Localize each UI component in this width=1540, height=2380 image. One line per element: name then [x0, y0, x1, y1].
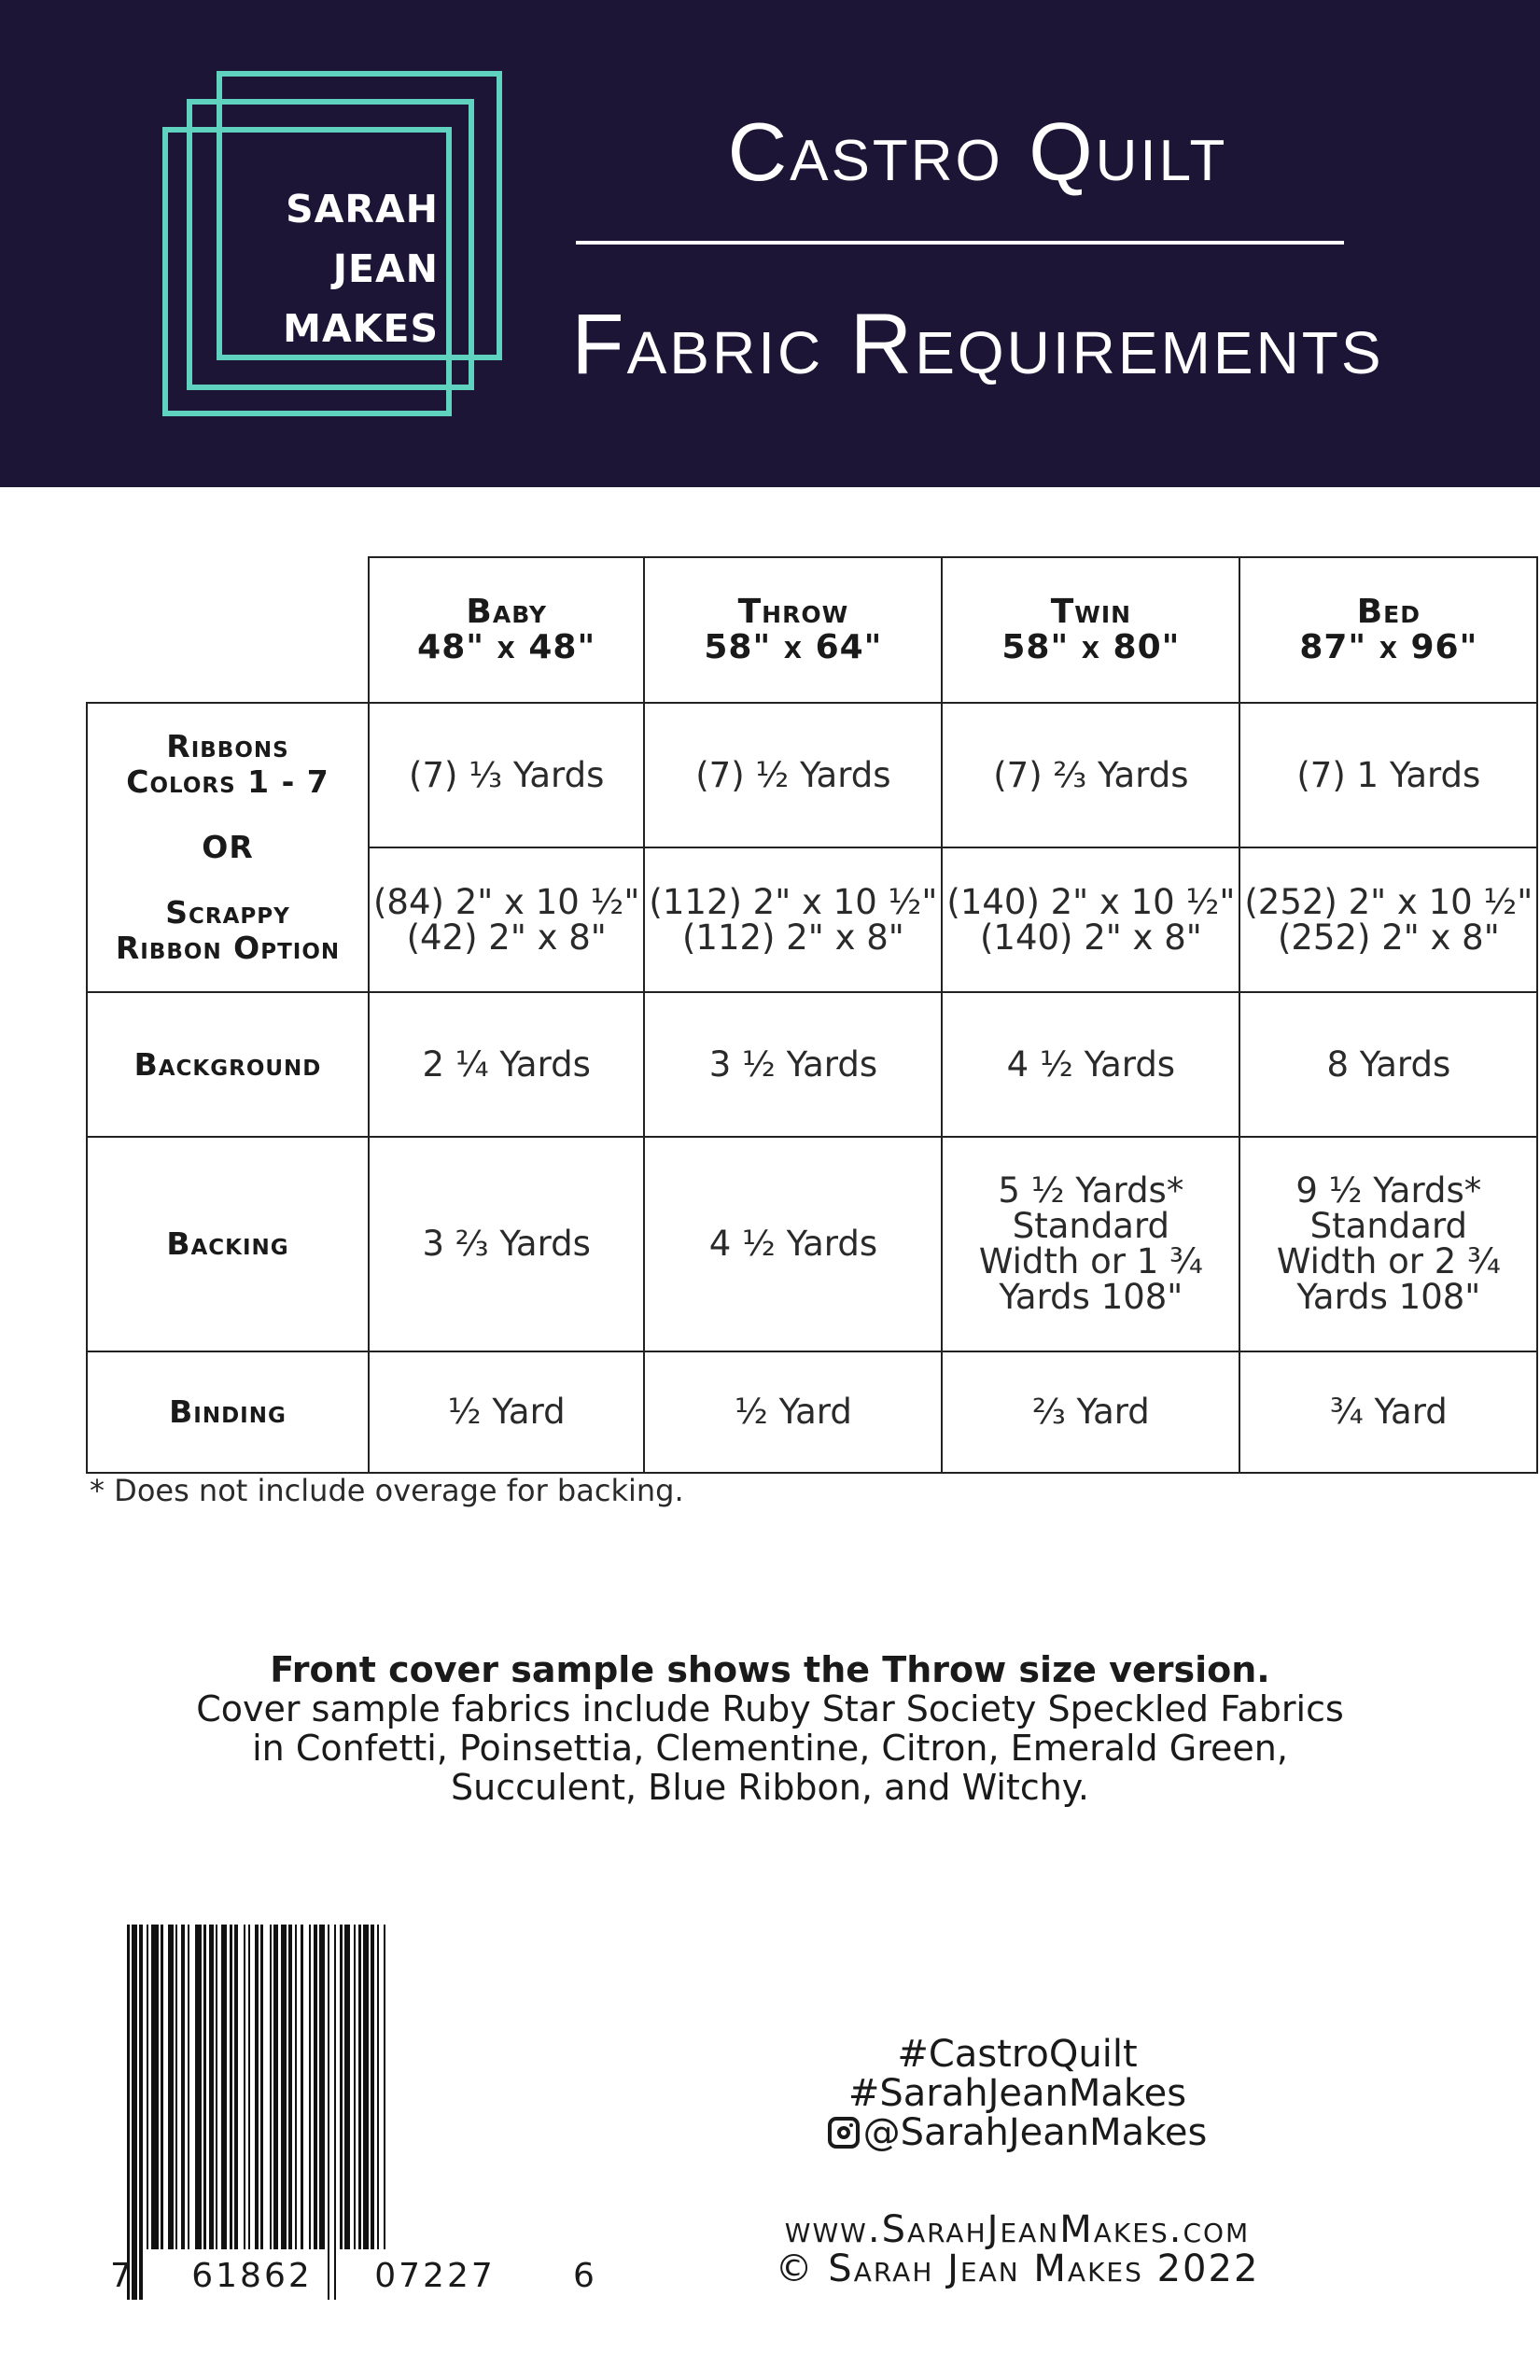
instagram-handle	[737, 2113, 1297, 2152]
cell-text: (84) 2" x 10 ½"	[373, 881, 640, 922]
table-cell	[644, 1351, 942, 1473]
row-header-background: Background	[87, 992, 369, 1137]
barcode-bar	[295, 1925, 297, 2249]
table-cell	[644, 703, 942, 847]
website-link[interactable]: www.SarahJeanMakes.com	[784, 2208, 1251, 2251]
barcode-graphic	[110, 1925, 597, 2317]
size-name: Baby	[466, 593, 547, 631]
barcode-bar	[230, 1925, 232, 2249]
barcode-bar	[195, 1925, 202, 2249]
table-cell	[1239, 1137, 1537, 1351]
cell-text: (140) 2" x 10 ½"	[946, 881, 1236, 922]
barcode-bar	[384, 1925, 385, 2249]
cell-text: (252) 2" x 8"	[1277, 917, 1500, 958]
cell-text: (7) 1 Yards	[1296, 754, 1481, 795]
column-header-baby	[369, 557, 644, 703]
barcode-bar	[340, 1925, 343, 2249]
cell-text: Width or 2 ¾	[1276, 1241, 1501, 1281]
cell-text: (112) 2" x 8"	[682, 917, 904, 958]
barcode-digit: 6	[573, 2257, 595, 2295]
barcode-digit-group: 07227	[374, 2257, 496, 2295]
table-row-backing	[87, 1137, 1537, 1351]
row-header-ribbons	[87, 703, 369, 992]
column-header-throw	[644, 557, 942, 703]
row-label-line: Scrappy	[165, 894, 290, 931]
table-corner	[87, 557, 369, 703]
barcode-bar	[234, 1925, 238, 2249]
cell-text: ½ Yard	[447, 1392, 566, 1432]
barcode-bar	[358, 1925, 361, 2249]
barcode-bar	[221, 1925, 227, 2249]
table-cell	[369, 992, 644, 1137]
barcode-bar	[248, 1925, 250, 2249]
table-cell	[369, 847, 644, 992]
footer	[691, 2210, 1344, 2289]
table-cell	[942, 992, 1239, 1137]
row-label-line: Ribbons	[166, 728, 289, 764]
barcode-bar	[151, 1925, 159, 2249]
cover-sample-line: Succulent, Blue Ribbon, and Witchy.	[451, 1767, 1089, 1808]
table-cell	[369, 1137, 644, 1351]
hashtag: #SarahJeanMakes	[847, 2072, 1187, 2115]
barcode-bar	[216, 1925, 217, 2249]
cell-text: 8 Yards	[1326, 1043, 1451, 1085]
barcode-bar	[273, 1925, 278, 2249]
barcode-bar	[288, 1925, 292, 2249]
logo-line: JEAN	[332, 246, 439, 291]
cell-text: (112) 2" x 10 ½"	[649, 881, 938, 922]
table-cell	[1239, 1351, 1537, 1473]
cell-text: (7) ⅔ Yards	[993, 754, 1189, 795]
table-cell	[644, 992, 942, 1137]
size-name: Bed	[1356, 593, 1421, 631]
table-header-row	[87, 557, 1537, 703]
barcode-bar	[334, 1925, 336, 2300]
copyright: © Sarah Jean Makes 2022	[775, 2247, 1260, 2290]
pattern-title: Castro Quilt	[727, 105, 1228, 198]
barcode-bar	[132, 1925, 137, 2300]
table-cell	[369, 1351, 644, 1473]
table-cell	[1239, 847, 1537, 992]
logo	[233, 179, 439, 358]
barcode-bar	[314, 1925, 317, 2249]
cell-text: Width or 1 ¾	[978, 1241, 1203, 1281]
table-row-ribbons	[87, 703, 1537, 847]
cell-text: ½ Yard	[734, 1392, 852, 1432]
table-cell	[644, 847, 942, 992]
barcode-bar	[147, 1925, 148, 2249]
cell-text: 3 ⅔ Yards	[422, 1224, 591, 1264]
barcode-bar	[363, 1925, 369, 2249]
column-header-bed	[1239, 557, 1537, 703]
barcode-bar	[161, 1925, 163, 2249]
logo-line: SARAH	[286, 187, 439, 231]
hashtag: #CastroQuilt	[897, 2033, 1138, 2076]
size-dimensions: 58" x 64"	[704, 628, 883, 666]
barcode-bar	[244, 1925, 245, 2249]
row-label-line: Ribbon Option	[115, 930, 341, 966]
row-label-or: OR	[202, 829, 254, 865]
barcode-bar	[301, 1925, 303, 2249]
barcode-bar	[175, 1925, 177, 2249]
cell-text: (7) ⅓ Yards	[409, 754, 605, 795]
barcode-bar	[377, 1925, 379, 2249]
barcode-bar	[181, 1925, 185, 2249]
table-cell	[942, 847, 1239, 992]
table-row-background	[87, 992, 1537, 1137]
barcode-bar	[168, 1925, 174, 2249]
barcode-bar	[203, 1925, 206, 2249]
barcode-digit: 7	[110, 2257, 132, 2295]
row-header-backing: Backing	[87, 1137, 369, 1351]
barcode-bar	[319, 1925, 325, 2249]
cover-sample-headline: Front cover sample shows the Throw size version.	[270, 1649, 1270, 1690]
barcode-bar	[354, 1925, 356, 2249]
table-cell	[942, 1137, 1239, 1351]
cover-sample-line: Cover sample fabrics include Ruby Star Society Speckled Fabrics	[196, 1688, 1344, 1729]
barcode-bar	[260, 1925, 263, 2249]
cell-text: Standard	[1309, 1206, 1467, 1246]
cell-text: 3 ½ Yards	[708, 1043, 878, 1085]
cell-text: 9 ½ Yards*	[1295, 1170, 1482, 1211]
barcode	[110, 1925, 597, 2317]
table-cell	[1239, 992, 1537, 1137]
barcode-digit-group: 61862	[191, 2257, 313, 2295]
barcode-bar	[281, 1925, 287, 2249]
cell-text: (7) ½ Yards	[695, 754, 891, 795]
title-divider	[576, 241, 1344, 245]
instagram-icon	[828, 2117, 860, 2149]
barcode-bar	[209, 1925, 214, 2249]
cell-text: 4 ½ Yards	[1006, 1043, 1176, 1085]
barcode-bar	[255, 1925, 259, 2249]
cell-text: Yards 108"	[1296, 1277, 1481, 1317]
table-cell	[942, 1351, 1239, 1473]
page-subtitle: Fabric Requirements	[571, 297, 1384, 392]
cell-text: Yards 108"	[999, 1277, 1183, 1317]
cell-text: (42) 2" x 8"	[406, 917, 607, 958]
header-banner	[0, 0, 1540, 487]
instagram-handle-text: @SarahJeanMakes	[862, 2111, 1208, 2154]
barcode-bars	[127, 1925, 385, 2300]
fabric-requirements-table	[86, 556, 1538, 1474]
barcode-bar	[328, 1925, 329, 2300]
table-cell	[644, 1137, 942, 1351]
cell-text: (140) 2" x 8"	[979, 917, 1202, 958]
table-cell	[369, 703, 644, 847]
cell-text: 4 ½ Yards	[708, 1224, 878, 1264]
logo-line: MAKES	[283, 306, 439, 351]
table-cell	[942, 703, 1239, 847]
cell-text: 5 ½ Yards*	[998, 1170, 1184, 1211]
barcode-bar	[127, 1925, 130, 2300]
cover-sample-line: in Confetti, Poinsettia, Clementine, Citron, Emerald Green,	[252, 1728, 1288, 1769]
cell-text: Standard	[1012, 1206, 1170, 1246]
row-header-binding: Binding	[87, 1351, 369, 1473]
barcode-bar	[344, 1925, 350, 2249]
size-dimensions: 87" x 96"	[1299, 628, 1478, 666]
row-label-line: Colors 1 - 7	[126, 763, 329, 800]
barcode-bar	[371, 1925, 374, 2249]
barcode-bar	[270, 1925, 272, 2249]
table-cell	[1239, 703, 1537, 847]
column-header-twin	[942, 557, 1239, 703]
cell-text: ¾ Yard	[1329, 1392, 1448, 1432]
barcode-bar	[309, 1925, 311, 2249]
cell-text: (252) 2" x 10 ½"	[1244, 881, 1533, 922]
size-name: Throw	[737, 593, 849, 631]
size-dimensions: 58" x 80"	[1001, 628, 1181, 666]
barcode-bar	[139, 1925, 143, 2300]
barcode-bar	[188, 1925, 189, 2249]
cell-text: 2 ¼ Yards	[422, 1043, 591, 1085]
table-row-binding	[87, 1351, 1537, 1473]
size-name: Twin	[1050, 593, 1132, 631]
cover-sample-note	[93, 1650, 1447, 1807]
social-links	[737, 2035, 1297, 2152]
size-dimensions: 48" x 48"	[417, 628, 596, 666]
cell-text: ⅔ Yard	[1031, 1392, 1150, 1432]
backing-footnote: * Does not include overage for backing.	[90, 1473, 684, 1508]
